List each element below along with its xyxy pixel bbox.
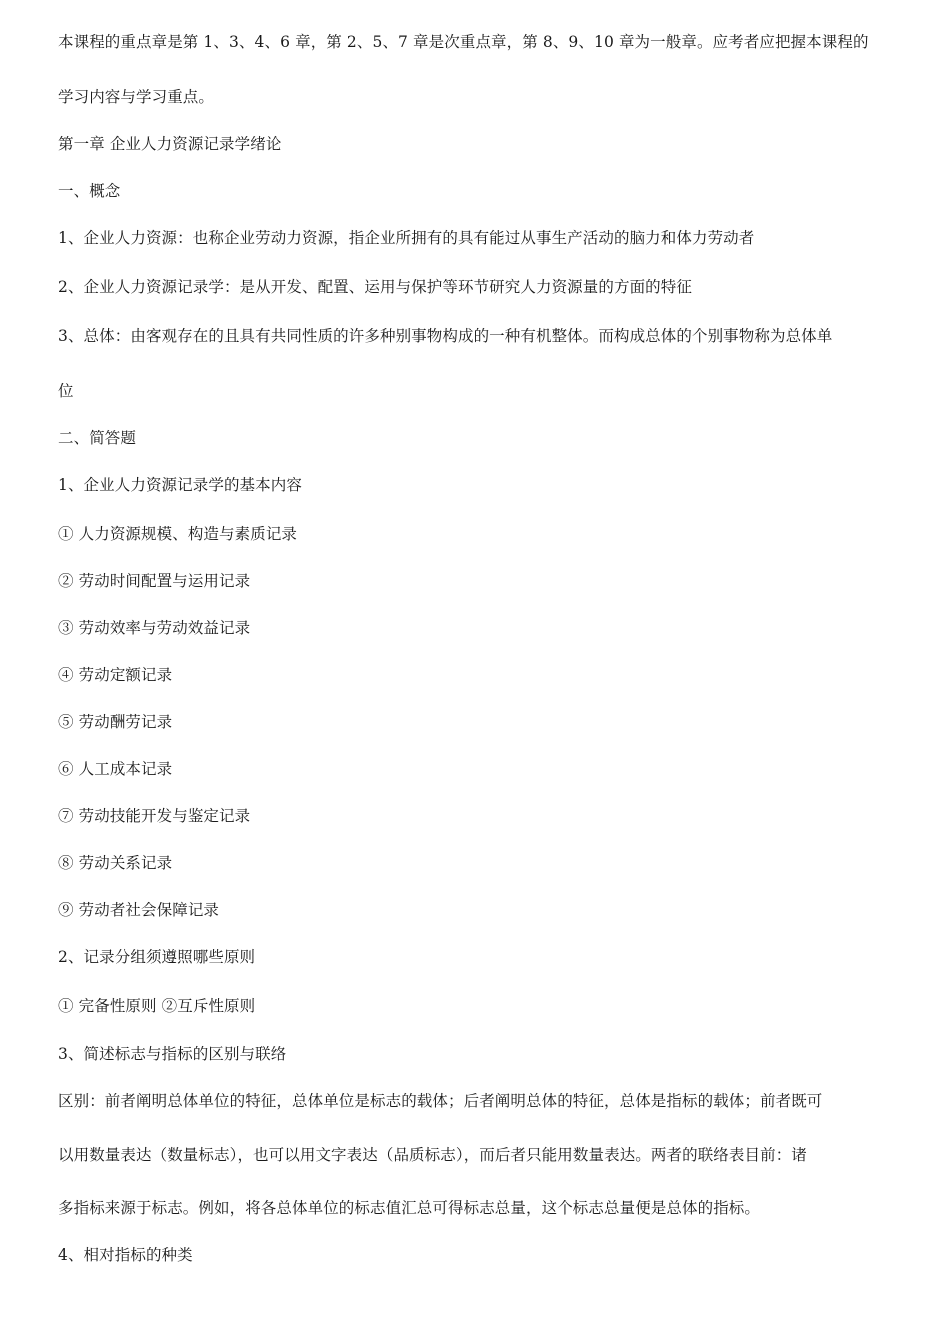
question-2-heading: 2、记录分组须遵照哪些原则 bbox=[58, 948, 256, 966]
question-4-heading: 4、相对指标的种类 bbox=[58, 1246, 193, 1264]
list-item: ⑨ 劳动者社会保障记录 bbox=[58, 901, 220, 919]
question-3-heading: 3、简述标志与指标的区别与联络 bbox=[58, 1045, 287, 1063]
list-item: ① 人力资源规模、构造与素质记录 bbox=[58, 525, 298, 543]
section-heading-short-answer: 二、简答题 bbox=[58, 429, 137, 447]
section-heading-concepts: 一、概念 bbox=[58, 182, 121, 200]
concept-item-3-line-2: 位 bbox=[58, 382, 74, 400]
intro-paragraph-line-2: 学习内容与学习重点。 bbox=[58, 88, 215, 106]
list-item: ② 劳动时间配置与运用记录 bbox=[58, 572, 251, 590]
question-3-answer-line-1: 区别：前者阐明总体单位的特征，总体单位是标志的载体；后者阐明总体的特征，总体是指标的载体；前者既可 bbox=[58, 1092, 823, 1110]
list-item: ⑧ 劳动关系记录 bbox=[58, 854, 173, 872]
list-item: ⑦ 劳动技能开发与鉴定记录 bbox=[58, 807, 251, 825]
question-3-answer-line-2: 以用数量表达（数量标志），也可以用文字表达（品质标志），而后者只能用数量表达。两者的联络表目前：诸 bbox=[58, 1146, 807, 1164]
list-item: ⑥ 人工成本记录 bbox=[58, 760, 173, 778]
list-item: ③ 劳动效率与劳动效益记录 bbox=[58, 619, 251, 637]
concept-item-3-line-1: 3、总体：由客观存在的且具有共同性质的许多种别事物构成的一种有机整体。而构成总体的个别事物称为总体单 bbox=[58, 327, 833, 345]
question-2-answer: ① 完备性原则 ②互斥性原则 bbox=[58, 997, 256, 1015]
concept-item-2: 2、企业人力资源记录学：是从开发、配置、运用与保护等环节研究人力资源量的方面的特征 bbox=[58, 278, 692, 296]
intro-paragraph-line-1: 本课程的重点章是第 1、3、4、6 章，第 2、5、7 章是次重点章，第 8、9、10 章为一般章。应考者应把握本课程的 bbox=[58, 33, 869, 51]
question-3-answer-line-3: 多指标来源于标志。例如，将各总体单位的标志值汇总可得标志总量，这个标志总量便是总体的指标。 bbox=[58, 1199, 761, 1217]
list-item: ⑤ 劳动酬劳记录 bbox=[58, 713, 173, 731]
chapter-heading: 第一章 企业人力资源记录学绪论 bbox=[58, 135, 282, 153]
question-1-heading: 1、企业人力资源记录学的基本内容 bbox=[58, 476, 302, 494]
concept-item-1: 1、企业人力资源：也称企业劳动力资源，指企业所拥有的具有能过从事生产活动的脑力和体力劳动者 bbox=[58, 229, 755, 247]
list-item: ④ 劳动定额记录 bbox=[58, 666, 173, 684]
